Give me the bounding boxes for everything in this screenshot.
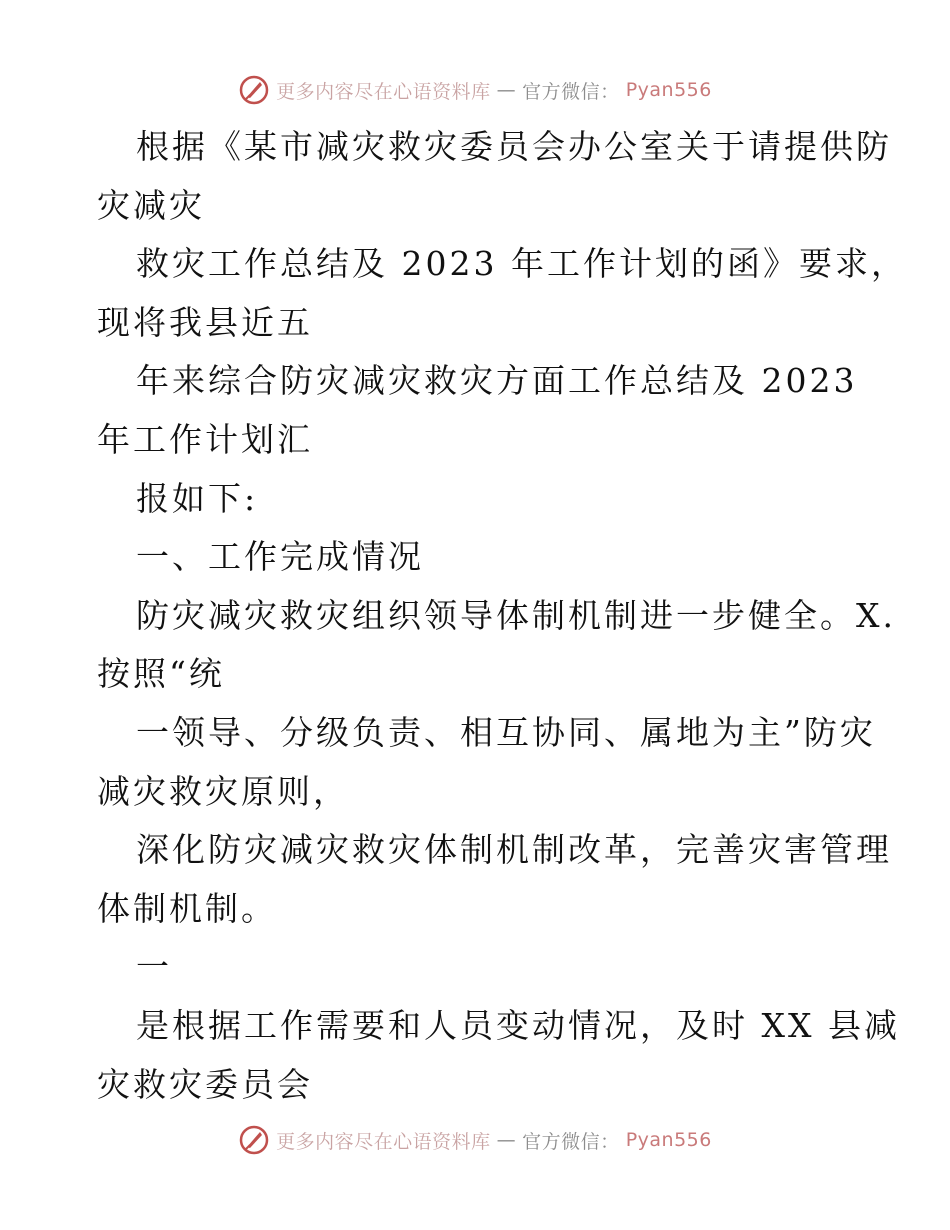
watermark-brand: 更多内容尽在心语资料库 [276, 80, 491, 103]
watermark-brand: 更多内容尽在心语资料库 [276, 1130, 491, 1153]
watermark-official-label: 官方微信： [522, 80, 620, 103]
text-line: 根据《某市减灾救灾委员会办公室关于请提供防 [136, 127, 892, 166]
text-line: 是根据工作需要和人员变动情况，及时 XX 县减 [136, 1005, 900, 1045]
text-line: 年来综合防灾减灾救灾方面工作总结及 2023 [136, 361, 858, 401]
watermark-footer [0, 1120, 950, 1160]
text-line: 按照“统 [97, 654, 225, 694]
text-line: 年工作计划汇 [97, 419, 313, 459]
watermark-wechat-id: Pyan556 [625, 79, 712, 101]
watermark-official-label: 官方微信： [522, 1130, 620, 1153]
watermark-separator: — [496, 79, 517, 101]
document-body [97, 118, 907, 1114]
text-line: 灾救灾委员会 [97, 1064, 313, 1104]
text-line: 救灾工作总结及 2023 年工作计划的函》要求， [136, 244, 907, 284]
text-line: 报如下: [136, 478, 259, 518]
feather-seal-icon [238, 74, 270, 106]
section-heading: 一、工作完成情况 [136, 537, 424, 577]
text-line: 现将我县近五 [97, 302, 313, 342]
text-line: 防灾减灾救灾组织领导体制机制进一步健全。X. [136, 595, 896, 635]
text-line: 深化防灾减灾救灾体制机制改革，完善灾害管理 [136, 830, 892, 870]
text-line: 体制机制。 [97, 888, 277, 928]
watermark-header [0, 70, 950, 110]
feather-seal-icon [238, 1124, 270, 1156]
text-line: 减灾救灾原则， [97, 771, 349, 811]
text-line: 灾减灾 [97, 185, 205, 225]
text-line: 一领导、分级负责、相互协同、属地为主”防灾 [136, 712, 876, 752]
watermark-wechat-id: Pyan556 [625, 1129, 712, 1151]
text-line: 一 [136, 947, 172, 987]
watermark-separator: — [496, 1129, 517, 1151]
